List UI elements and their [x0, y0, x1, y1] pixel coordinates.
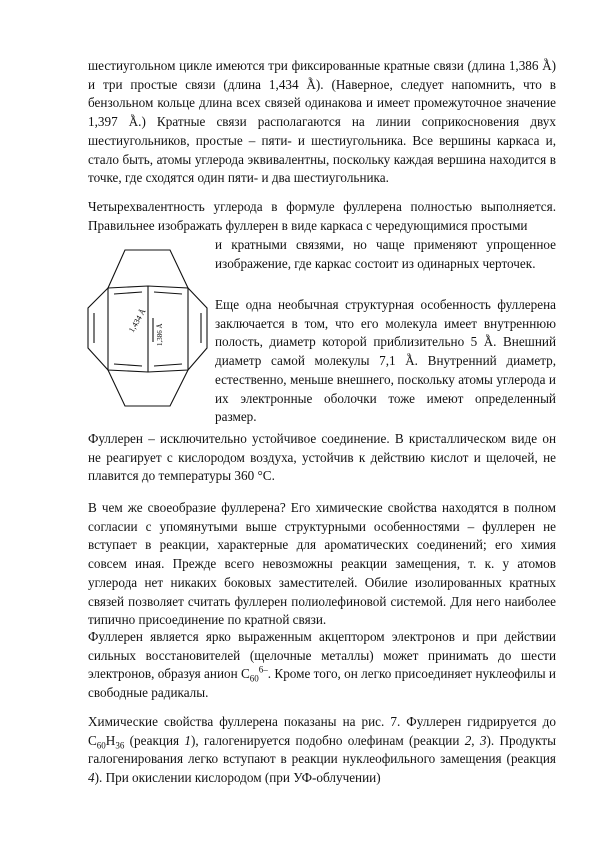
angstrom-unit: o Å [307, 77, 316, 92]
text-run: Химические свойства фуллерена показаны на рис. 7. Фуллерен гидрируется до С [88, 714, 556, 748]
text-run: Фуллерен является ярко выраженным акцептором электронов и при действии сильных восстановителей (щелочные металлы) может принимать до шести электронов, образуя анион С [88, 629, 556, 682]
subscript: 36 [115, 740, 125, 751]
text-run: ). Продукты галогенирования легко вступают в реакции нуклеофильного замещения (реакция [88, 732, 556, 767]
text-run: . Кроме того, он легко присоединяет нуклеофилы и свободные радикалы. [88, 666, 556, 701]
text-run: ) и три простые связи (длина 1,434 [88, 58, 556, 92]
bottom-pentagon [108, 370, 188, 406]
reaction-number: 3 [479, 732, 487, 748]
upper-right-double-bond [154, 292, 182, 294]
superscript: 6– [258, 665, 268, 676]
paragraph-chemistry: В чем же своеобразие фуллерена? Его химические свойства находятся в полном согласии с упомянутыми выше структурными особенностями – фуллерен не вступает в реакции, характерные для ароматических соединений; его химия совсем иная. Прежде всего невозможны реакции замещения, т. к. у атомов углерода нет никаких боковых заместителей. Обилие изолированных кратных связей позволяет считать фуллерен полиолефиновой системой. Для него наиболее типично присоединение по кратной связи. [88, 500, 556, 628]
left-outline [88, 288, 108, 370]
lower-left-double-bond [114, 364, 142, 366]
fullerene-structure-svg [80, 238, 210, 418]
reaction-number: 4 [88, 770, 95, 786]
text-run: .) Кратные связи располагаются на линии соприкосновения двух шестиугольников, простые – пяти- и шестиугольника. Все вершины каркаса и, стало быть, атомы углерода эквивалентны, поскольку каждая вершина находится в точке, где сходятся один пяти- и два шестиугольника. [88, 114, 556, 186]
text-run: ). (Наверное, следует напомнить, что в бензольном кольце длина всех связей одинакова и имеет промежуточное значение 1,397 [88, 76, 556, 130]
upper-left-double-bond [114, 292, 142, 294]
angstrom-unit: o Å [129, 114, 138, 129]
lower-right-double-bond [154, 364, 182, 366]
text-run: . Внешний диаметр самой молекулы 7,1 [215, 334, 556, 369]
paragraph-acceptor [88, 628, 556, 703]
text-run: ), галогенируется подобно олефинам (реакции [190, 732, 465, 748]
top-pentagon [108, 250, 188, 288]
angstrom-unit: o Å [542, 58, 551, 73]
text-run: Н [105, 732, 116, 748]
angstrom-unit: o Å [405, 353, 414, 368]
subscript: 60 [249, 674, 259, 685]
angstrom-unit: o Å [484, 334, 493, 349]
paragraph-stability: Фуллерен – исключительно устойчивое соединение. В кристаллическом виде он не реагирует с кислородом воздуха, устойчив к действию кислот и щелочей, не плавится до температуры 360 °С. [88, 431, 556, 484]
text-run: , [471, 732, 480, 748]
subscript: 60 [96, 740, 106, 751]
text-run: . Внутренний диаметр, естественно, меньше внешнего, поскольку атомы углерода и их электронные оболочки тоже имеют определенный размер. [215, 353, 557, 425]
text-run: (реакция [124, 732, 185, 748]
text-run: Еще одна необычная структурная особенность фуллерена заключается в том, что его молекула имеет внутреннюю полость, диаметр которой приблизительно 5 [215, 297, 556, 350]
reaction-number: 1 [184, 732, 191, 748]
paragraph-cavity [215, 296, 556, 427]
reaction-number: 2 [464, 732, 472, 748]
right-outline [188, 288, 207, 370]
paragraph-tetravalence-wrap: и кратными связями, но чаще применяют упрощенное изображение, где каркас состоит из одинарных черточек. [215, 237, 556, 271]
bond-label-short: 1,386 Å [156, 323, 164, 346]
fullerene-fragment-diagram [80, 238, 210, 418]
paragraph-bond-lengths [88, 57, 556, 188]
text-run: шестиугольном цикле имеются три фиксированные кратные связи (длина 1,386 [88, 58, 543, 73]
paragraph-reactions [88, 713, 556, 788]
bond-label-long: 1,434 Å [126, 307, 148, 334]
paragraph-tetravalence: Четырехвалентность углерода в формуле фуллерена полностью выполняется. Правильнее изображать фуллерен в виде каркаса с чередующимися простыми [88, 199, 556, 233]
text-run: ). При окислении кислородом (при УФ-облучении) [94, 770, 381, 786]
